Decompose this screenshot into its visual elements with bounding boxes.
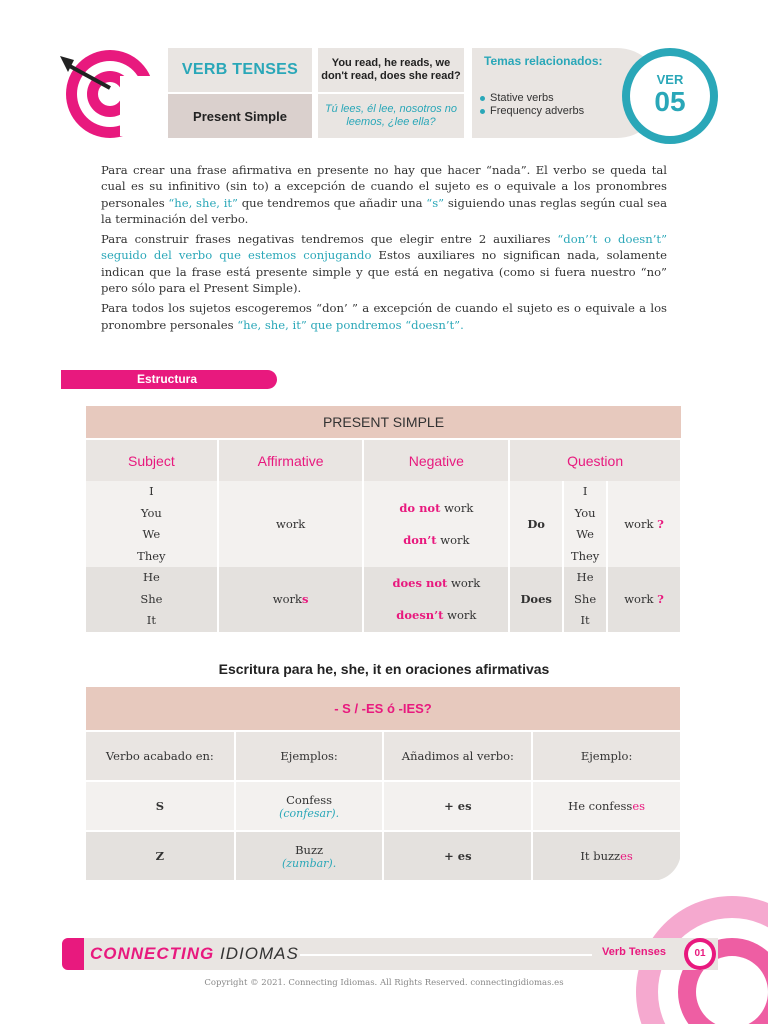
negative-cell: do not work don’t work (363, 481, 509, 567)
section-subheading: Escritura para he, she, it en oraciones afirmativas (218, 661, 550, 677)
table-title: - S / -ES ó -IES? (86, 687, 681, 731)
present-simple-table (86, 406, 682, 632)
negative-cell: does not work doesn’t work (363, 567, 509, 632)
page-number: 01 (688, 942, 712, 966)
footer-brand: CONNECTING IDIOMAS (90, 944, 299, 963)
example-cell: Buzz (zumbar). (235, 831, 384, 881)
result-cell: He confesses (532, 781, 681, 831)
column-header: Ejemplos: (235, 731, 384, 781)
subject-list: I You We They (86, 481, 218, 567)
page-number-badge (684, 938, 716, 970)
subject-list: He She It (86, 567, 218, 632)
result-cell: It buzzes (532, 831, 681, 881)
copyright-text: Copyright © 2021. Connecting Idiomas. All Rights Reserved. connectingidiomas.es (204, 978, 564, 988)
column-header: Añadimos al verbo: (383, 731, 532, 781)
spanish-example-box (318, 94, 464, 138)
related-topic-item[interactable]: Frequency adverbs (480, 105, 584, 118)
section-label-estructura: Estructura (61, 370, 277, 389)
spanish-example: Tú lees, él lee, nosotros no leemos, ¿lee ella? (324, 103, 458, 128)
bullet-icon (480, 96, 485, 101)
column-header: Negative (363, 439, 509, 481)
column-header: Affirmative (218, 439, 364, 481)
column-header: Ejemplo: (532, 731, 681, 781)
page-title: VERB TENSES (181, 61, 299, 78)
example-cell: Confess (confesar). (235, 781, 384, 831)
table-row (86, 781, 681, 831)
related-topics-title: Temas relacionados: (484, 54, 603, 68)
target-arrow-logo (60, 46, 168, 140)
affirmative-cell: work (218, 481, 364, 567)
badge-label: VER (656, 72, 684, 87)
related-topic-item[interactable]: Stative verbs (480, 92, 584, 105)
question-aux-cell: Does (509, 567, 563, 632)
intro-text (101, 162, 667, 337)
english-example-box (318, 48, 464, 92)
question-subject-list: He She It (563, 567, 607, 632)
related-topics-list (480, 92, 584, 118)
column-header: Verbo acabado en: (86, 731, 235, 781)
ending-cell: S (86, 781, 235, 831)
column-header: Subject (86, 439, 218, 481)
paragraph: Para construir frases negativas tendremos que elegir entre 2 auxiliares “don’’t o doesn’t” seguido del verbo que estemos conjugando Estos auxiliares no significan nada, solamente indican que la frase está presente simple y que está en negativa (como si fuera nuestro “no” pero sólo para el Present Simple). (101, 232, 667, 296)
paragraph: Para crear una frase afirmativa en presente no hay que hacer “nada”. El verbo se queda tal cual es su infinitivo (sin to) a excepción de cuando el sujeto es o equivale a los pronombres personales “he, she, it” que tendremos que añadir una “s” siguiendo unas reglas según cual sea la terminación del verbo. (101, 163, 668, 226)
question-verb-cell: work ? (607, 567, 681, 632)
page-subtitle: Present Simple (193, 108, 287, 124)
paragraph: Para todos los sujetos escogeremos “don’ ” a excepción de cuando el sujeto es o equivale a los pronombre personales “he, she, it” que pondremos “doesn’t”. (101, 301, 667, 332)
ending-cell: Z (86, 831, 235, 881)
footer-accent (62, 938, 84, 970)
table-title: PRESENT SIMPLE (86, 406, 681, 439)
question-aux-cell: Do (509, 481, 563, 567)
footer-divider (300, 954, 592, 956)
spelling-rules-table (86, 687, 682, 882)
question-subject-list: I You We They (563, 481, 607, 567)
question-verb-cell: work ? (607, 481, 681, 567)
table-row (86, 831, 681, 881)
version-badge (622, 48, 718, 144)
english-example: You read, he reads, we don't read, does she read? (321, 57, 461, 82)
add-cell: + es (383, 781, 532, 831)
affirmative-cell: works (218, 567, 364, 632)
header-title-box (168, 48, 312, 92)
header-subtitle-box (168, 94, 312, 138)
column-header: Question (509, 439, 681, 481)
bullet-icon (480, 109, 485, 114)
add-cell: + es (383, 831, 532, 881)
badge-number: 05 (654, 86, 686, 117)
footer-topic: Verb Tenses (602, 946, 666, 958)
